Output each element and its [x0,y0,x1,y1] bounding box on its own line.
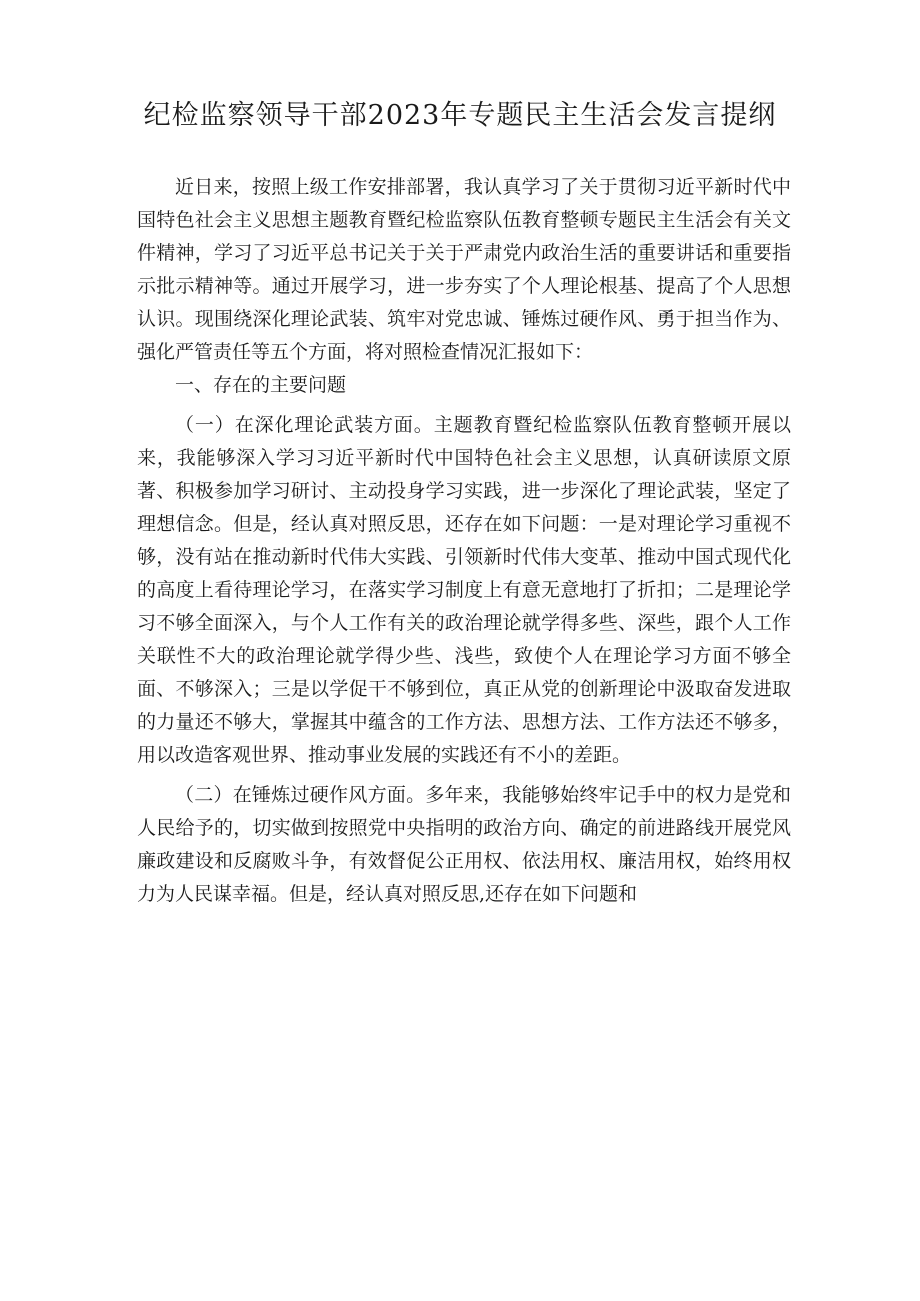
paragraph-theory: （一）在深化理论武装方面。主题教育暨纪检监察队伍教育整顿开展以来，我能够深入学习习近平新时代中国特色社会主义思想，认真研读原文原著、积极参加学习研讨、主动投身学习实践，进一步深化了理论武装，坚定了理想信念。但是，经认真对照反思，还存在如下问题：一是对理论学习重视不够，没有站在推动新时代伟大实践、引领新时代伟大变革、推动中国式现代化的高度上看待理论学习，在落实学习制度上有意无意地打了折扣；二是理论学习不够全面深入，与个人工作有关的政治理论就学得多些、深些，跟个人工作关联性不大的政治理论就学得少些、浅些，致使个人在理论学习方面不够全面、不够深入；三是以学促干不够到位，真正从党的创新理论中汲取奋发进取的力量还不够大，掌握其中蕴含的工作方法、思想方法、工作方法还不够多，用以改造客观世界、推动事业发展的实践还有不小的差距。 [137,414,791,766]
paragraph-style: （二）在锤炼过硬作风方面。多年来，我能够始终牢记手中的权力是党和人民给予的，切实做到按照党中央指明的政治方向、确定的前进路线开展党风廉政建设和反腐败斗争，有效督促公正用权、依法用权、廉洁用权，始终用权力为人民谋幸福。但是，经认真对照反思,还存在如下问题和 [137,784,791,905]
section-heading: 一、存在的主要问题 [175,374,347,396]
document-title: 纪检监察领导干部2023年专题民主生活会发言提纲 [143,100,777,131]
document-body [137,171,791,911]
intro-paragraph: 近日来，按照上级工作安排部署，我认真学习了关于贯彻习近平新时代中国特色社会主义思想主题教育暨纪检监察队伍教育整顿专题民主生活会有关文件精神，学习了习近平总书记关于关于严肃党内政治生活的重要讲话和重要指示批示精神等。通过开展学习，进一步夯实了个人理论根基、提高了个人思想认识。现围绕深化理论武装、筑牢对党忠诚、锤炼过硬作风、勇于担当作为、强化严管责任等五个方面，将对照检查情况汇报如下： [137,176,791,363]
